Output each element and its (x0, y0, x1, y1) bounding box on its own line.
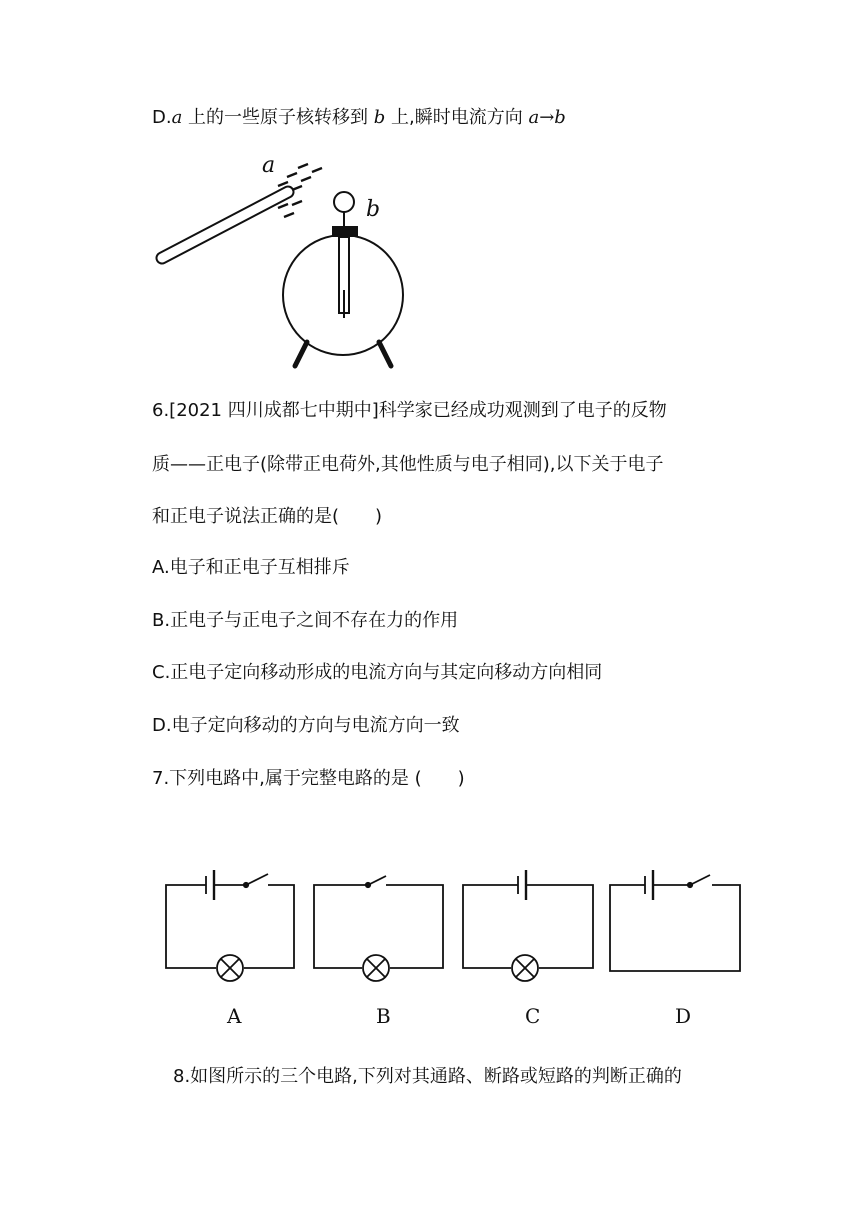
q6-option-b: B.正电子与正电子之间不存在力的作用 (152, 610, 459, 631)
q5-option-d (152, 106, 566, 130)
q7-stem: 7.下列电路中,属于完整电路的是 ( ) (152, 768, 465, 789)
q6-stem-line2: 质——正电子(除带正电荷外,其他性质与电子相同),以下关于电子 (152, 454, 664, 475)
q8-stem: 8.如图所示的三个电路,下列对其通路、断路或短路的判断正确的 (173, 1066, 682, 1087)
circuit-label-b: B (376, 1004, 391, 1028)
circuit-label-d: D (675, 1004, 692, 1028)
q6-stem-line3: 和正电子说法正确的是( ) (152, 506, 383, 527)
q6-option-d: D.电子定向移动的方向与电流方向一致 (152, 715, 460, 736)
circuit-b (314, 876, 443, 981)
charged-rod-a (162, 192, 288, 258)
circuit-figures (0, 860, 860, 990)
q6-stem-line1: 6.[2021 四川成都七中期中]科学家已经成功观测到了电子的反物 (152, 400, 667, 421)
label-b: b (366, 197, 381, 222)
circuit-label-a: A (227, 1004, 242, 1028)
circuit-d (610, 870, 740, 971)
current-direction: a→b (528, 107, 566, 128)
var-b: b (373, 107, 386, 128)
q6-option-c: C.正电子定向移动形成的电流方向与其定向移动方向相同 (152, 662, 603, 683)
circuit-label-c: C (525, 1004, 541, 1028)
q5-option-d-text2: 上,瞬时电流方向 (385, 107, 529, 128)
electroscope-figure (150, 150, 430, 375)
circuit-a (166, 870, 294, 981)
q5-option-d-text1: 上的一些原子核转移到 (182, 107, 374, 128)
circuit-c (463, 870, 593, 981)
metal-ball-b (334, 192, 354, 212)
var-a: a (171, 107, 183, 128)
q5-option-d-prefix: D. (152, 107, 172, 128)
label-a: a (262, 153, 276, 178)
q6-option-a: A.电子和正电子互相排斥 (152, 557, 350, 578)
